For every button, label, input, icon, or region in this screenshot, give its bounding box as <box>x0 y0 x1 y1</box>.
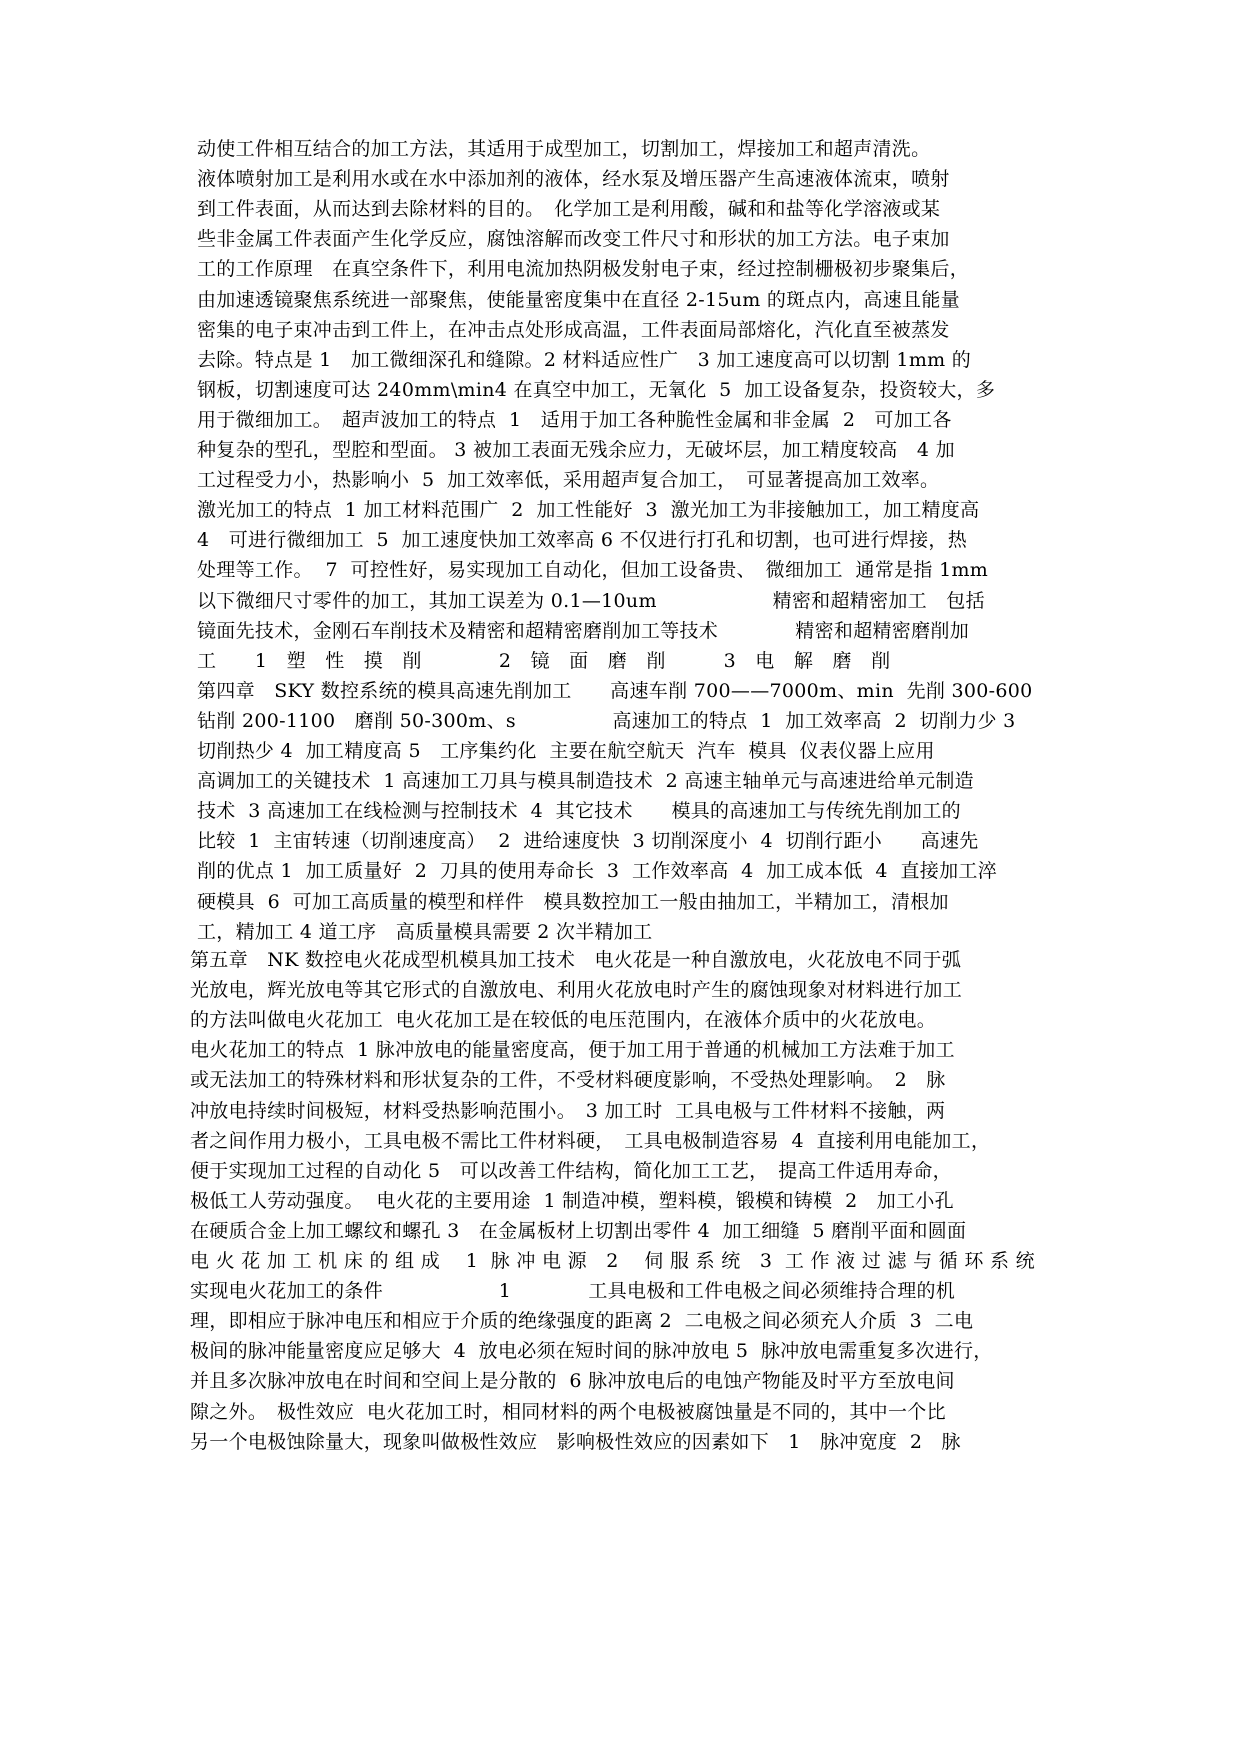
text-line: 去除。特点是 1 加工微细深孔和缝隙。2 材料适应性广 3 加工速度高可以切割 1mm 的 <box>197 348 972 371</box>
text-line: 切削热少 4 加工精度高 5 工序集约化 主要在航空航天 汽车 模具 仪表仪器上应用 <box>197 740 935 762</box>
text-line: 工，精加工 4 道工序 高质量模具需要 2 次半精加工 <box>197 920 653 943</box>
text-line: 高调加工的关键技术 1 高速加工刀具与模具制造技术 2 高速主轴单元与高速进给单元制造 <box>197 770 974 793</box>
text-line: 技术 3 高速加工在线检测与控制技术 4 其它技术 模具的高速加工与传统先削加工的 <box>197 800 961 823</box>
text-line: 工的工作原理 在真空条件下，利用电流加热阴极发射电子束，经过控制栅极初步聚集后， <box>197 258 970 281</box>
text-line: 激光加工的特点 1 加工材料范围广 2 加工性能好 3 激光加工为非接触加工，加工精度高 <box>197 499 980 522</box>
text-line: 4 可进行微细加工 5 加工速度快加工效率高 6 不仅进行打孔和切割，也可进行焊接，热 <box>197 529 968 552</box>
text-line: 比较 1 主宙转速（切削速度高） 2 进给速度快 3 切削深度小 4 切削行距小 高速先 <box>197 830 979 853</box>
text-line: 钻削 200-1100 磨削 50-300m、s 高速加工的特点 1 加工效率高 2 切削力少 3 <box>197 709 1016 732</box>
text-line: 液体喷射加工是利用水或在水中添加剂的液体，经水泵及增压器产生高速液体流束，喷射 <box>197 168 950 191</box>
text-line: 第四章 SKY 数控系统的模具高速先削加工 高速车削 700——7000m、min 先削 300-600 <box>197 679 1033 702</box>
text-line: 并且多次脉冲放电在时间和空间上是分散的 6 脉冲放电后的电蚀产物能及时平方至放电间 <box>190 1370 955 1393</box>
text-line: 工 1 塑 性 摸 削 2 镜 面 磨 削 3 电 解 磨 削 <box>197 649 891 672</box>
text-line: 电 火 花 加 工 机 床 的 组 成 1 脉 冲 电 源 2 伺 服 系 统 3 工 作 液 过 滤 与 循 环 系 统 <box>190 1250 1035 1272</box>
text-line: 以下微细尺寸零件的加工，其加工误差为 0.1—10um 精密和超精密加工 包括 <box>197 589 985 612</box>
text-line: 钢板，切割速度可达 240mm\min4 在真空中加工，无氧化 5 加工设备复杂，投资较大，多 <box>197 378 996 401</box>
text-line: 用于微细加工。 超声波加工的特点 1 适用于加工各种脆性金属和非金属 2 可加工各 <box>197 408 952 431</box>
text-line: 便于实现加工过程的自动化 5 可以改善工件结构，简化加工工艺， 提高工件适用寿命， <box>190 1159 952 1182</box>
text-line: 由加速透镜聚焦系统进一部聚焦，使能量密度集中在直径 2-15um 的斑点内，高速且能量 <box>197 288 960 311</box>
text-line: 密集的电子束冲击到工件上，在冲击点处形成高温，工件表面局部熔化，汽化直至被蒸发 <box>197 318 950 341</box>
text-line: 实现电火花加工的条件 1 工具电极和工件电极之间必须维持合理的机 <box>190 1280 956 1303</box>
text-line: 在硬质合金上加工螺纹和螺孔 3 在金属板材上切割出零件 4 加工细缝 5 磨削平面和圆面 <box>190 1219 967 1242</box>
text-line: 处理等工作。 7 可控性好，易实现加工自动化，但加工设备贵、 微细加工 通常是指 1mm <box>197 559 989 582</box>
text-line: 理，即相应于脉冲电压和相应于介质的绝缘强度的距离 2 二电极之间必须充人介质 3 二电 <box>190 1310 974 1333</box>
text-line: 的方法叫做电火花加工 电火花加工是在较低的电压范围内，在液体介质中的火花放电。 <box>190 1009 937 1032</box>
text-line: 极间的脉冲能量密度应足够大 4 放电必须在短时间的脉冲放电 5 脉冲放电需重复多次进行， <box>190 1340 993 1363</box>
text-line: 光放电，辉光放电等其它形式的自激放电、利用火花放电时产生的腐蚀现象对材料进行加工 <box>190 979 963 1002</box>
text-line: 镜面先技术，金刚石车削技术及精密和超精密磨削加工等技术 精密和超精密磨削加 <box>197 619 970 642</box>
text-line: 到工件表面，从而达到去除材料的目的。 化学加工是利用酸，碱和和盐等化学溶液或某 <box>197 198 941 221</box>
text-line: 第五章 NK 数控电火花成型机模具加工技术 电火花是一种自激放电，火花放电不同于弧 <box>190 949 962 971</box>
text-line: 削的优点 1 加工质量好 2 刀具的使用寿命长 3 工作效率高 4 加工成本低 4 直接加工淬 <box>197 860 997 883</box>
text-line: 些非金属工件表面产生化学反应，腐蚀溶解而改变工件尺寸和形状的加工方法。电子束加 <box>197 228 950 251</box>
text-line: 另一个电极蚀除量大，现象叫做极性效应 影响极性效应的因素如下 1 脉冲宽度 2 脉 <box>190 1430 961 1453</box>
text-line: 种复杂的型孔，型腔和型面。 3 被加工表面无残余应力，无破坏层，加工精度较高 4 加 <box>197 439 955 461</box>
text-line: 极低工人劳动强度。 电火花的主要用途 1 制造冲模，塑料模，锻模和铸模 2 加工小孔 <box>190 1189 954 1212</box>
text-line: 动使工件相互结合的加工方法，其适用于成型加工，切割加工，焊接加工和超声清洗。 <box>197 138 931 160</box>
text-line: 电火花加工的特点 1 脉冲放电的能量密度高，便于加工用于普通的机械加工方法难于加工 <box>190 1039 955 1062</box>
text-line: 者之间作用力极小，工具电极不需比工件材料硬， 工具电极制造容易 4 直接利用电能加工， <box>190 1129 991 1152</box>
text-line: 硬模具 6 可加工高质量的模型和样件 模具数控加工一般由抽加工，半精加工，清根加 <box>197 890 949 913</box>
text-line: 工过程受力小，热影响小 5 加工效率低，采用超声复合加工， 可显著提高加工效率。 <box>197 469 940 492</box>
text-line: 隙之外。 极性效应 电火花加工时，相同材料的两个电极被腐蚀量是不同的，其中一个比 <box>190 1400 946 1423</box>
text-line: 冲放电持续时间极短，材料受热影响范围小。 3 加工时 工具电极与工件材料不接触，两 <box>190 1099 946 1122</box>
text-line: 或无法加工的特殊材料和形状复杂的工件，不受材料硬度影响，不受热处理影响。 2 脉 <box>190 1069 946 1092</box>
